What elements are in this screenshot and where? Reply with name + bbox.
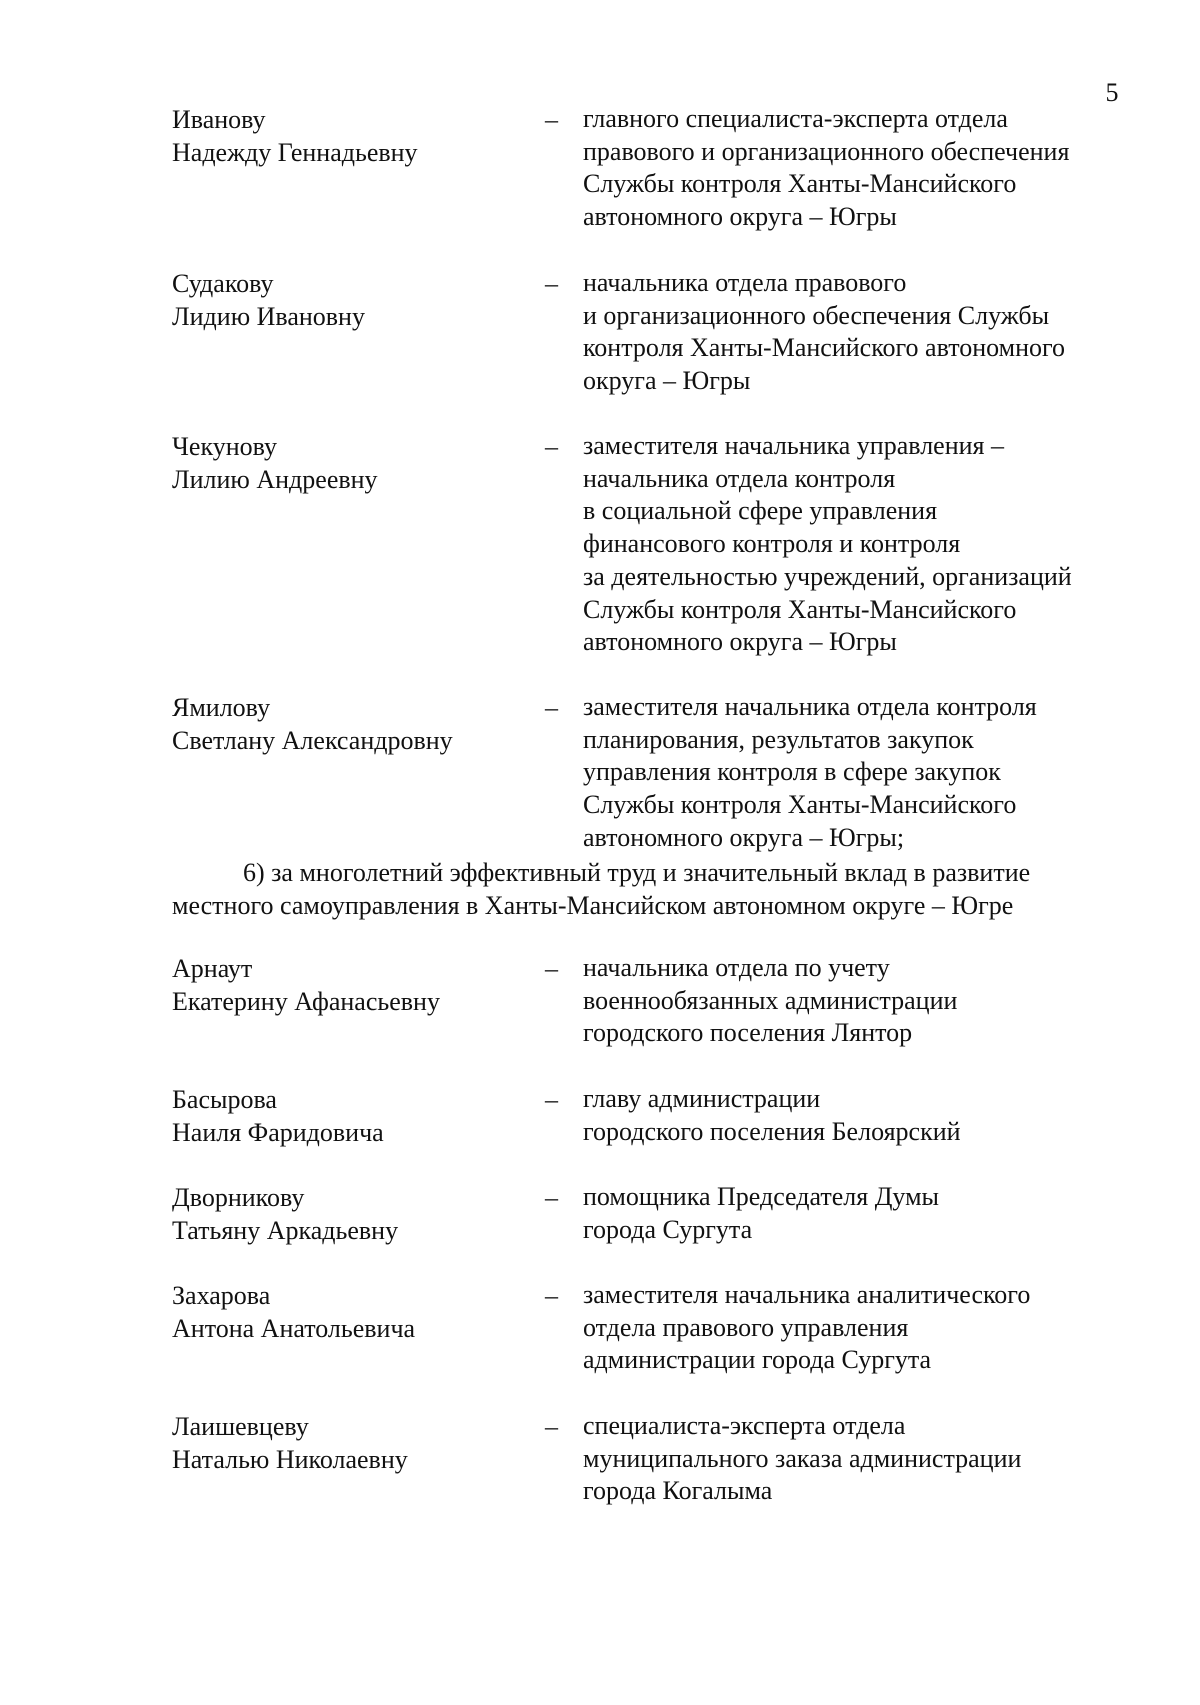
person-position: помощника Председателя Думы города Сургута xyxy=(583,1182,940,1244)
person-surname: Судакову xyxy=(172,269,274,298)
separator-dash: – xyxy=(545,1085,558,1114)
person-name xyxy=(172,103,542,169)
person-surname: Чекунову xyxy=(172,432,278,461)
person-given-names: Екатерину Афанасьевну xyxy=(172,987,440,1016)
person-name xyxy=(172,952,542,1018)
person-name xyxy=(172,1181,542,1247)
person-position: начальника отдела по учету военнообязанных администрации городского поселения Лянтор xyxy=(583,953,958,1048)
person-surname: Дворникову xyxy=(172,1183,305,1212)
person-surname: Иванову xyxy=(172,105,266,134)
separator-dash: – xyxy=(545,693,558,722)
separator-dash: – xyxy=(545,954,558,983)
person-given-names: Надежду Геннадьевну xyxy=(172,138,418,167)
person-given-names: Татьяну Аркадьевну xyxy=(172,1216,399,1245)
page-number: 5 xyxy=(1105,78,1119,107)
person-position: заместителя начальника отдела контроля планирования, результатов закупок управления контроля в сфере закупок Службы контроля Ханты-Мансийского автономного округа – Югры; xyxy=(583,692,1037,852)
person-name xyxy=(172,1410,542,1476)
person-given-names: Наталью Николаевну xyxy=(172,1445,408,1474)
section-6-line-2: местного самоуправления в Ханты-Мансийском автономном округе – Югре xyxy=(172,891,1014,920)
person-position: начальника отдела правового и организационного обеспечения Службы контроля Ханты-Мансийского автономного округа – Югры xyxy=(583,268,1066,396)
person-name xyxy=(172,430,542,496)
separator-dash: – xyxy=(545,1281,558,1310)
separator-dash: – xyxy=(545,1412,558,1441)
person-surname: Арнаут xyxy=(172,954,253,983)
section-6-paragraph xyxy=(172,856,1112,922)
person-surname: Ямилову xyxy=(172,693,271,722)
person-name xyxy=(172,1279,542,1345)
person-given-names: Лилию Андреевну xyxy=(172,465,378,494)
person-name xyxy=(172,267,542,333)
person-position: заместителя начальника управления – начальника отдела контроля в социальной сфере управления финансового контроля и контроля за деятельностью учреждений, организаций Службы контроля Ханты-Мансийского автономного округа – Югры xyxy=(583,431,1072,657)
separator-dash: – xyxy=(545,269,558,298)
separator-dash: – xyxy=(545,1183,558,1212)
person-position: главу администрации городского поселения Белоярский xyxy=(583,1084,961,1146)
person-position: главного специалиста-эксперта отдела правового и организационного обеспечения Службы контроля Ханты-Мансийского автономного округа – Югры xyxy=(583,104,1070,232)
person-given-names: Лидию Ивановну xyxy=(172,302,365,331)
person-surname: Лаишевцеву xyxy=(172,1412,309,1441)
person-surname: Захарова xyxy=(172,1281,271,1310)
person-position: заместителя начальника аналитического отдела правового управления администрации города Сургута xyxy=(583,1280,1031,1375)
person-position: специалиста-эксперта отдела муниципального заказа администрации города Когалыма xyxy=(583,1411,1022,1506)
person-name xyxy=(172,1083,542,1149)
person-surname: Басырова xyxy=(172,1085,277,1114)
person-name xyxy=(172,691,542,757)
section-6-line-1: 6) за многолетний эффективный труд и значительный вклад в развитие xyxy=(243,858,1031,887)
separator-dash: – xyxy=(545,432,558,461)
person-given-names: Антона Анатольевича xyxy=(172,1314,416,1343)
person-given-names: Наиля Фаридовича xyxy=(172,1118,384,1147)
separator-dash: – xyxy=(545,105,558,134)
person-given-names: Светлану Александровну xyxy=(172,726,453,755)
